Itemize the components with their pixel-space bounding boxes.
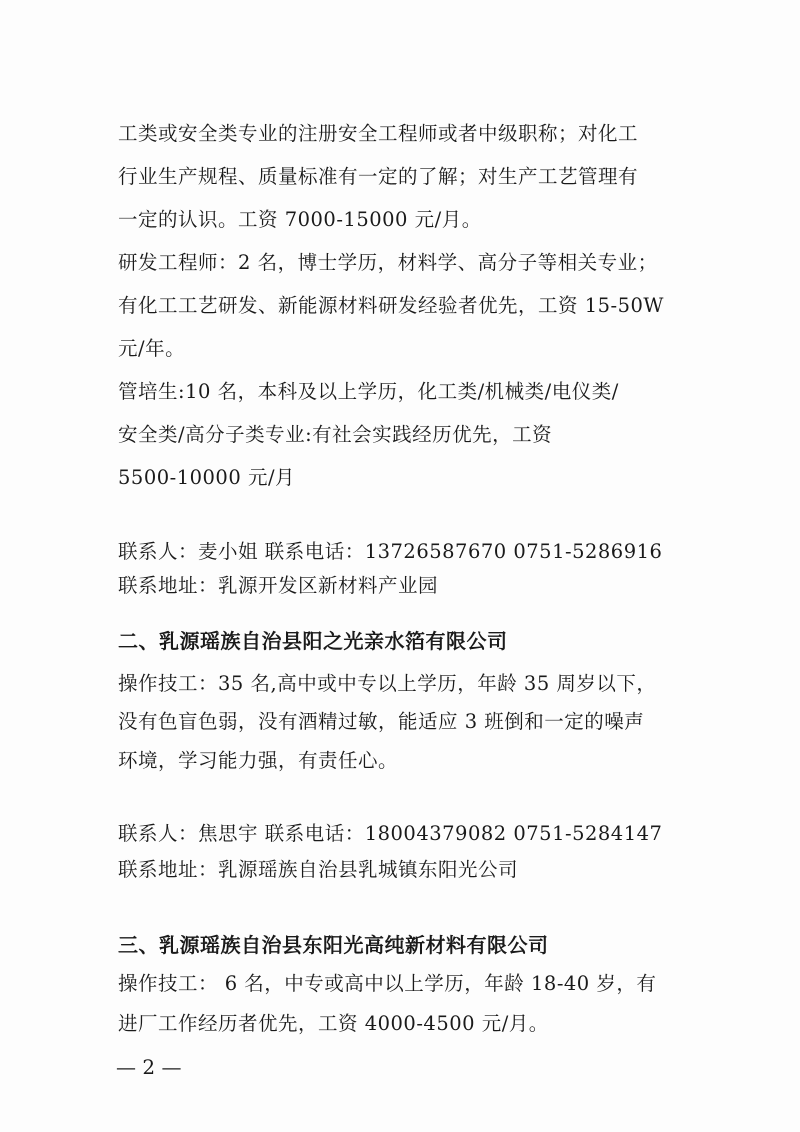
page-number: — 2 — xyxy=(116,1055,182,1079)
trainee-line-3: 5500-10000 元/月 xyxy=(118,466,296,489)
rd-engineer-line-3: 元/年。 xyxy=(118,337,186,360)
company3-heading: 三、乳源瑶族自治县东阳光高纯新材料有限公司 xyxy=(118,933,549,957)
company3-job-line-2: 进厂工作经历者优先，工资 4000-4500 元/月。 xyxy=(118,1012,549,1035)
company2-person-line: 联系人：焦思宇 联系电话：18004379082 0751-5284147 xyxy=(118,822,663,845)
rd-engineer-line-2: 有化工工艺研发、新能源材料研发经验者优先，工资 15-50W xyxy=(118,294,664,317)
company2-heading: 二、乳源瑶族自治县阳之光亲水箔有限公司 xyxy=(118,629,508,653)
rd-engineer-line-1: 研发工程师：2 名，博士学历，材料学、高分子等相关专业； xyxy=(118,251,658,274)
company2-address-line: 联系地址：乳源瑶族自治县乳城镇东阳光公司 xyxy=(118,858,519,881)
company2-job-line-2: 没有色盲色弱，没有酒精过敏，能适应 3 班倒和一定的噪声 xyxy=(118,710,645,733)
trainee-line-1: 管培生:10 名，本科及以上学历，化工类/机械类/电仪类/ xyxy=(118,380,619,403)
contact1-address-line: 联系地址：乳源开发区新材料产业园 xyxy=(118,574,439,597)
intro-line-1: 工类或安全类专业的注册安全工程师或者中级职称；对化工 xyxy=(118,122,639,145)
contact1-person-line: 联系人：麦小姐 联系电话：13726587670 0751-5286916 xyxy=(118,540,663,563)
company3-job-line-1: 操作技工： 6 名，中专或高中以上学历，年龄 18-40 岁，有 xyxy=(118,972,657,995)
intro-line-3: 一定的认识。工资 7000-15000 元/月。 xyxy=(118,208,482,231)
company2-job-line-3: 环境，学习能力强，有责任心。 xyxy=(118,749,399,772)
trainee-line-2: 安全类/高分子类专业:有社会实践经历优先，工资 xyxy=(118,423,553,446)
intro-line-2: 行业生产规程、质量标准有一定的了解；对生产工艺管理有 xyxy=(118,165,639,188)
company2-job-line-1: 操作技工：35 名,高中或中专以上学历，年龄 35 周岁以下， xyxy=(118,672,657,695)
